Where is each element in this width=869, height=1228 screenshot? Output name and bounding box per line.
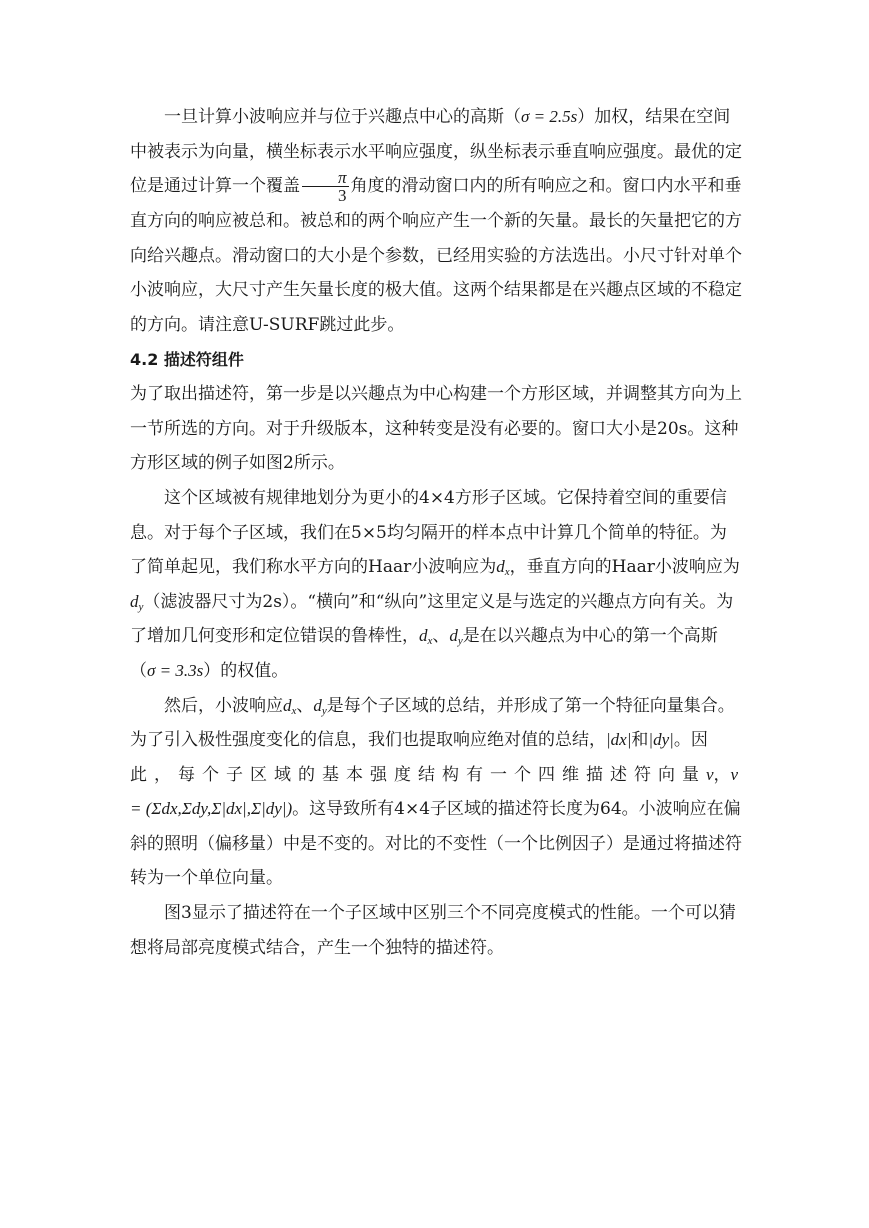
text-span: 是每个子区域的总结，并形成了第一个特征向量集合。为了引入极性强度变化的信息，我们也提取响应绝对值的总结，	[130, 695, 735, 751]
sigma-equation: σ = 2.5s	[521, 107, 578, 126]
section-heading: 4.2 描述符组件	[130, 349, 244, 369]
descriptor-vector-equation: v = (Σdx,Σdy,Σ|dx|,Σ|dy|)	[130, 764, 739, 819]
sigma-equation: σ = 3.3s	[147, 660, 204, 680]
text-span: 和	[631, 730, 649, 751]
pi-over-3-fraction	[302, 169, 349, 204]
fraction-numerator: π	[302, 169, 349, 187]
abs-dx-symbol: |dx|	[606, 730, 632, 750]
abs-dy-symbol: |dy|	[648, 730, 674, 750]
paragraph-feature-vector	[130, 689, 742, 897]
v-symbol: v	[706, 764, 714, 784]
text-span: （滤波器尺寸为2s）。“横向”和“纵向”这里定义是与选定的兴趣点方向有关。为了增加几何变形和定位错误的鲁棒性，	[130, 591, 734, 647]
dx-symbol: $d_x$	[496, 557, 510, 579]
dy-symbol: $d_y$	[313, 695, 327, 717]
text-span: ）加权，结果在空间中被表示为向量，横坐标表示水平响应强度，纵坐标表示垂直响应强度。最优的定位是通过计算一个覆盖	[130, 107, 742, 197]
paragraph-figure3: 图3显示了描述符在一个子区域中区别三个不同亮度模式的性能。一个可以猜想将局部亮度模式结合，产生一个独特的描述符。	[130, 903, 736, 958]
separator: 、	[296, 695, 314, 716]
text-span: 角度的滑动窗口内的所有响应之和。窗口内水平和垂直方向的响应被总和。被总和的两个响应产生一个新的矢量。最长的矢量把它的方向给兴趣点。滑动窗口的大小是个参数，已经用实验的方法选出。小尺寸针对单个小波响应，大尺寸产生矢量长度的极大值。这两个结果都是在兴趣点区域的不稳定的方向。请注意U-SURF跳过此步。	[130, 176, 742, 335]
text-span: ，垂直方向的Haar小波响应为	[509, 557, 740, 578]
text-span: 。这导致所有4×4子区域的描述符长度为64。小波响应在偏斜的照明（偏移量）中是不变的。对比的不变性（一个比例因子）是通过将描述符转为一个单位向量。	[130, 799, 742, 889]
separator: 、	[432, 626, 450, 647]
text-span: 这个区域被有规律地划分为更小的4×4方形子区域。它保持着空间的重要信息。对于每个子区域，我们在5×5均匀隔开的样本点中计算几个简单的特征。为了简单起见，我们称水平方向的Haar小波响应为	[130, 487, 727, 578]
paragraph-subregions	[130, 481, 742, 689]
dy-symbol: $d_y$	[130, 591, 144, 613]
document-page	[130, 100, 742, 965]
fraction-denominator: 3	[338, 186, 347, 206]
paragraph-descriptor-intro: 为了取出描述符，第一步是以兴趣点为中心构建一个方形区域，并调整其方向为上一节所选的方向。对于升级版本，这种转变是没有必要的。窗口大小是20s。这种方形区域的例子如图2所示。	[130, 384, 742, 474]
text-span: 。	[673, 730, 691, 751]
text-span: ）的权值。	[203, 660, 289, 681]
text-span: 然后，小波响应	[164, 695, 283, 716]
dy-symbol: $d_y$	[449, 626, 463, 648]
text-span: 是在以兴趣点为中心的第一个高斯（	[130, 626, 718, 681]
text-span: ，	[713, 764, 731, 785]
dx-symbol: $d_x$	[283, 695, 297, 717]
dx-symbol: $d_x$	[419, 626, 433, 648]
spaced-text-span: 因此，每个子区域的基本强度结构有一个四维描述符向量	[130, 730, 715, 785]
text-span: 一旦计算小波响应并与位于兴趣点中心的高斯（	[164, 107, 521, 127]
paragraph-orientation	[130, 100, 742, 343]
